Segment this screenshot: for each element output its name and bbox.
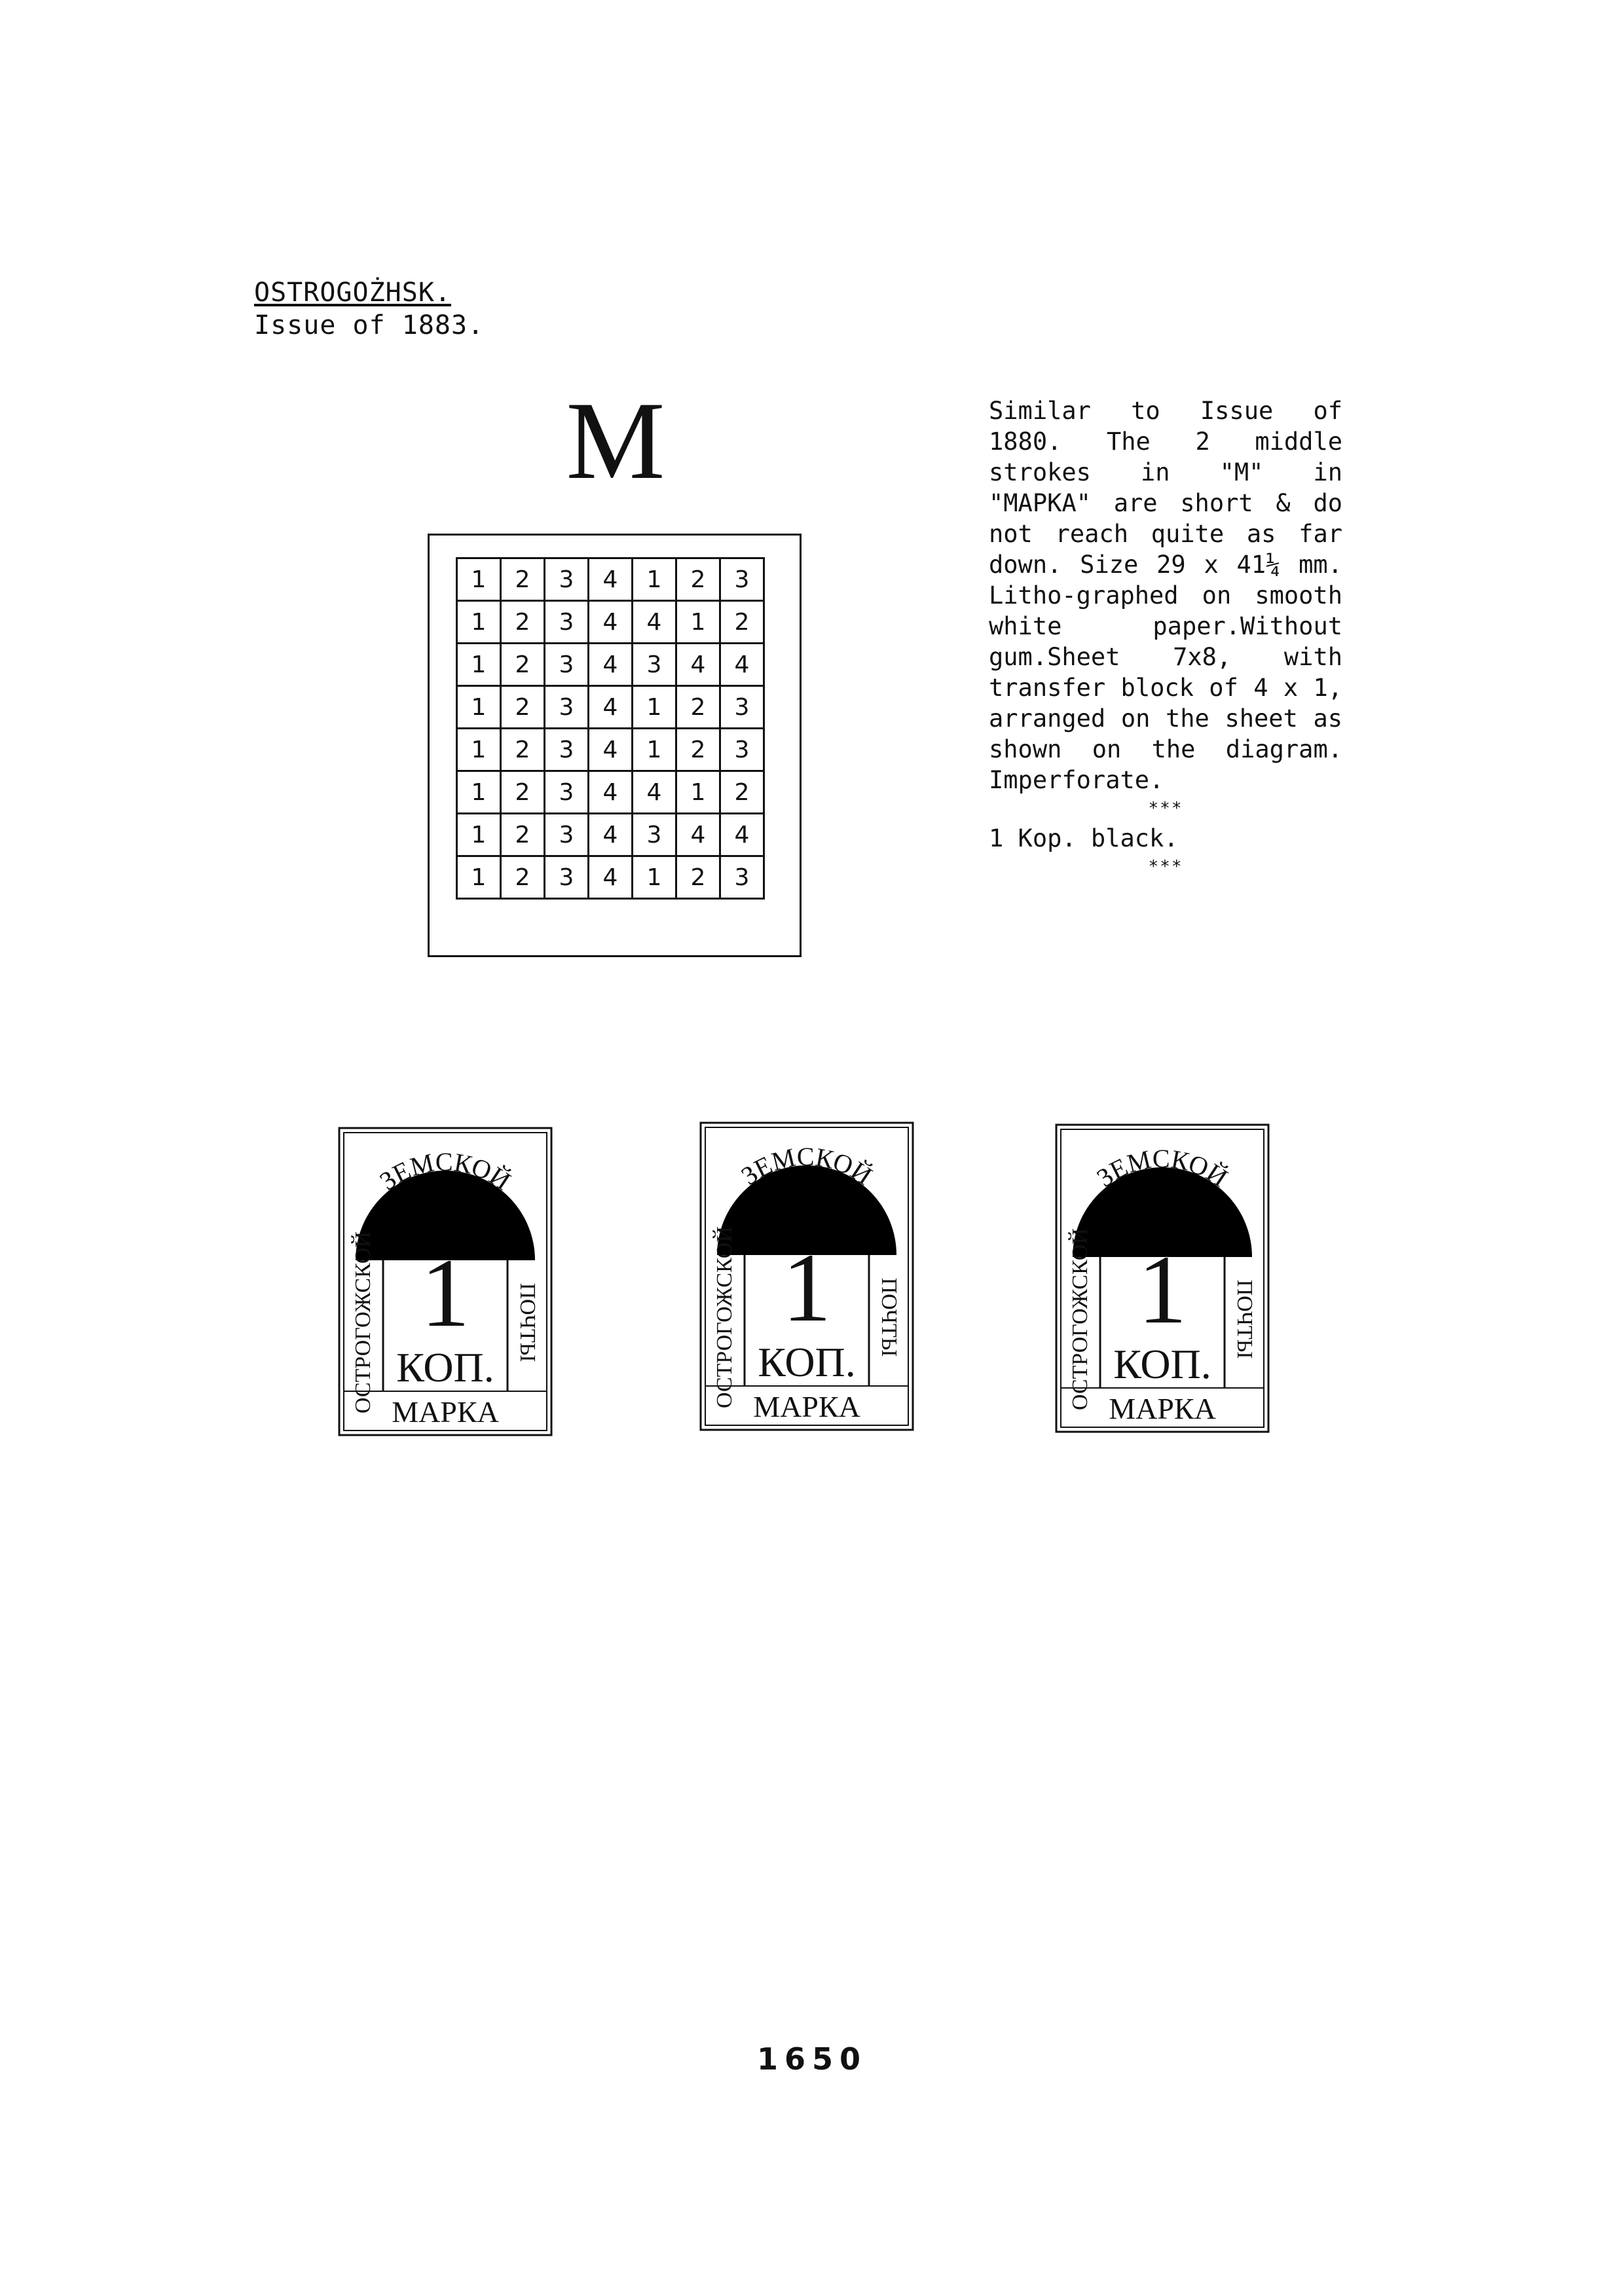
grid-cell: 3: [545, 601, 589, 644]
grid-cell: 3: [545, 814, 589, 856]
stamp-unit: КОП.: [396, 1344, 494, 1391]
stamp-bottom-text: МАРКА: [753, 1390, 860, 1423]
stamp-bottom-text: МАРКА: [392, 1395, 499, 1429]
grid-row: [457, 558, 764, 601]
grid-cell: 3: [720, 729, 764, 771]
grid-row: [457, 686, 764, 729]
grid-cell: 1: [633, 558, 676, 601]
grid-cell: 4: [676, 644, 720, 686]
grid-cell: 4: [589, 729, 633, 771]
separator-stars-end: ***: [1148, 857, 1183, 877]
grid-cell: 2: [501, 601, 545, 644]
grid-cell: 4: [720, 644, 764, 686]
issue-year: Issue of 1883.: [254, 310, 485, 340]
grid-cell: 2: [501, 729, 545, 771]
stamp-unit: КОП.: [758, 1339, 856, 1385]
grid-cell: 4: [589, 558, 633, 601]
grid-cell: 3: [545, 856, 589, 899]
grid-cell: 4: [589, 601, 633, 644]
grid-row: [457, 771, 764, 814]
grid-cell: 4: [589, 771, 633, 814]
stamp-right-text: ПОЧТЫ: [515, 1283, 540, 1362]
stamp-left-text: ОСТРОГОЖСКОЙ: [1068, 1228, 1092, 1411]
description-text: Similar to Issue of 1880. The 2 middle strokes in "M" in "MAPKA" are short & do not reach quite as far down. Size 29 x 41¼ mm. Litho-graphed on smooth white paper.Without gum.Sheet 7x8, with transfer block of 4 x 1, arranged on the sheet as shown on the diagram. Imperforate.: [989, 397, 1342, 794]
grid-cell: 4: [633, 771, 676, 814]
stamp-arc-text: ЗЕМСКОЙ: [374, 1146, 517, 1196]
grid-cell: 1: [676, 601, 720, 644]
grid-cell: 2: [720, 771, 764, 814]
grid-cell: 1: [457, 771, 501, 814]
page-number: 1650: [756, 2041, 868, 2077]
stamp-right-text: ПОЧТЫ: [877, 1277, 901, 1357]
grid-cell: 2: [501, 856, 545, 899]
stamp-arc-text: ЗЕМСКОЙ: [735, 1141, 878, 1191]
grid-cell: 4: [633, 601, 676, 644]
grid-cell: 1: [457, 686, 501, 729]
grid-cell: 3: [545, 686, 589, 729]
grid-row: [457, 644, 764, 686]
grid-row: [457, 856, 764, 899]
grid-cell: 3: [720, 558, 764, 601]
grid-cell: 3: [545, 558, 589, 601]
section-heading: [254, 276, 484, 342]
grid-cell: 3: [545, 644, 589, 686]
grid-cell: 3: [633, 814, 676, 856]
grid-cell: 2: [676, 558, 720, 601]
town-name: OSTROGOŻHSK.: [254, 278, 451, 308]
grid-cell: 3: [720, 856, 764, 899]
grid-cell: 1: [676, 771, 720, 814]
grid-cell: 3: [720, 686, 764, 729]
stamp-value: 1: [420, 1239, 470, 1347]
stamp-arc-text: ЗЕМСКОЙ: [1091, 1143, 1234, 1193]
grid-row: [457, 601, 764, 644]
grid-cell: 1: [457, 601, 501, 644]
type-marker-letter: M: [566, 379, 665, 502]
sheet-diagram: [428, 534, 802, 957]
grid-cell: 4: [676, 814, 720, 856]
grid-cell: 2: [720, 601, 764, 644]
grid-cell: 1: [457, 814, 501, 856]
grid-cell: 2: [676, 686, 720, 729]
stamp-image-1: [337, 1126, 553, 1437]
grid-cell: 2: [501, 771, 545, 814]
stamp-image-3: [1054, 1123, 1270, 1434]
grid-cell: 2: [676, 856, 720, 899]
stamp-value: 1: [1137, 1235, 1187, 1344]
grid-cell: 3: [633, 644, 676, 686]
grid-cell: 1: [457, 644, 501, 686]
stamp-unit: КОП.: [1113, 1341, 1211, 1387]
grid-cell: 1: [633, 856, 676, 899]
grid-cell: 4: [720, 814, 764, 856]
grid-cell: 2: [501, 814, 545, 856]
stamp-left-text: ОСТРОГОЖСКОЙ: [351, 1231, 375, 1414]
grid-cell: 2: [501, 644, 545, 686]
stamp-value: 1: [782, 1233, 832, 1342]
grid-cell: 2: [676, 729, 720, 771]
stamp-left-text: ОСТРОГОЖСКОЙ: [712, 1226, 737, 1409]
grid-row: [457, 729, 764, 771]
grid-cell: 3: [545, 771, 589, 814]
grid-cell: 4: [589, 644, 633, 686]
grid-cell: 1: [457, 729, 501, 771]
stamp-image-2: [699, 1121, 915, 1432]
grid-cell: 3: [545, 729, 589, 771]
stamp-bottom-text: МАРКА: [1109, 1392, 1216, 1425]
grid-cell: 4: [589, 814, 633, 856]
grid-cell: 1: [457, 558, 501, 601]
grid-cell: 4: [589, 856, 633, 899]
grid-cell: 2: [501, 686, 545, 729]
grid-cell: 1: [633, 686, 676, 729]
grid-row: [457, 814, 764, 856]
sheet-layout-grid: [456, 557, 765, 900]
grid-cell: 1: [633, 729, 676, 771]
description-block: [989, 395, 1342, 880]
stamp-right-text: ПОЧТЫ: [1232, 1279, 1257, 1359]
grid-cell: 1: [457, 856, 501, 899]
grid-cell: 2: [501, 558, 545, 601]
separator-stars: ***: [1148, 799, 1183, 818]
grid-cell: 4: [589, 686, 633, 729]
stamp-denomination-color: 1 Kop. black.: [989, 824, 1179, 852]
